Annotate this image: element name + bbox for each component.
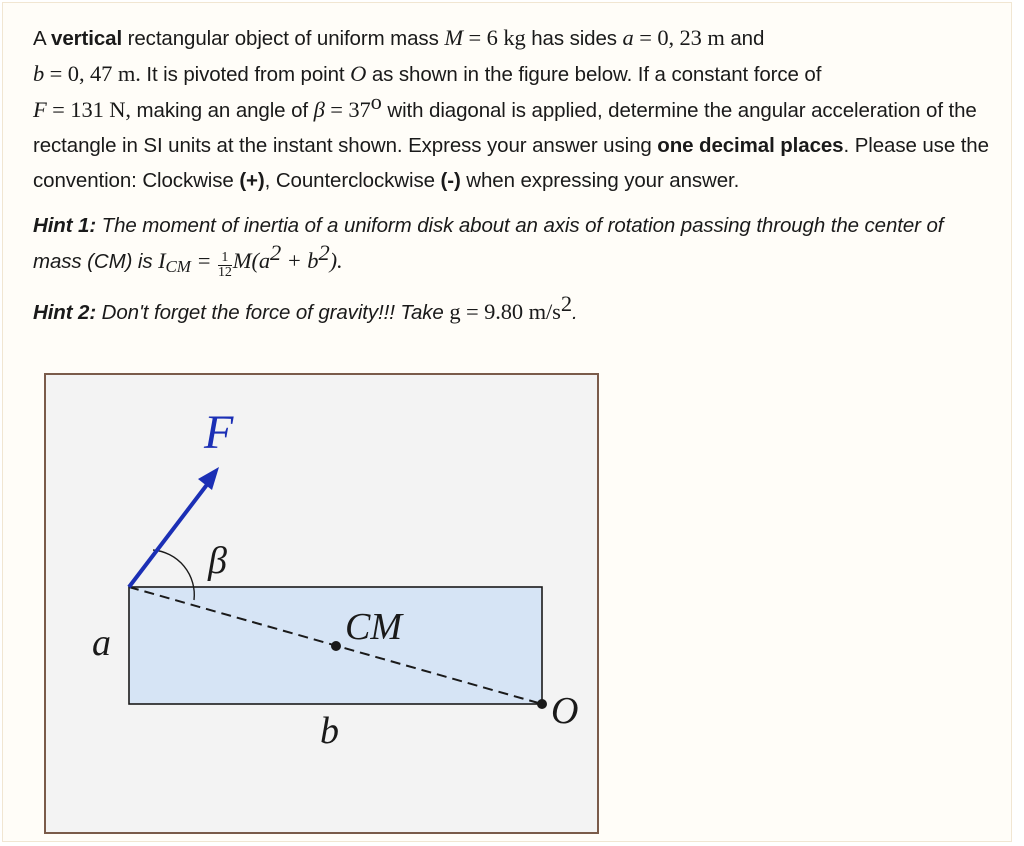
hint-2: Hint 2: Don't forget the force of gravity!!! Take g = 9.80 $m/s^2$.: [33, 291, 578, 324]
label-cm: CM: [345, 606, 402, 648]
problem-statement: A vertical rectangular object of uniform mass M = 6 kg has sides a = 0, 23 m and b = 0, 47 m. It is pivoted from point O as shown in the figure below. If a constant force of F = 131 N, making an angle of $\beta = 37^o$ with diagonal is applied, determine the angular acceleration of the rectangle in SI units at the instant shown. Express your answer using one decimal places. Please use the convention: Clockwise (+), Counterclockwise (-) when expressing your answer.: [33, 25, 989, 192]
figure-panel: [44, 373, 599, 834]
problem-text: [33, 20, 993, 330]
label-pivot-O: O: [551, 690, 579, 732]
force-arrow-shaft: [129, 482, 209, 587]
cm-point: [331, 641, 341, 651]
fraction-one-twelfth: $\frac{1}{12}$: [217, 249, 232, 280]
hint-1: Hint 1: The moment of inertia of a uniform disk about an axis of rotation passing through the center of mass (CM) is $I_{CM}$ = $\frac{1}{12}$ $M(a^2 + b^2)$.: [33, 214, 944, 280]
label-force-F: F: [204, 406, 234, 459]
label-side-b: b: [320, 710, 339, 752]
pivot-point: [537, 699, 547, 709]
label-side-a: a: [92, 622, 111, 664]
force-arrow-head: [198, 467, 219, 490]
label-beta: β: [208, 540, 227, 582]
rectangle-diagram: [46, 375, 597, 832]
